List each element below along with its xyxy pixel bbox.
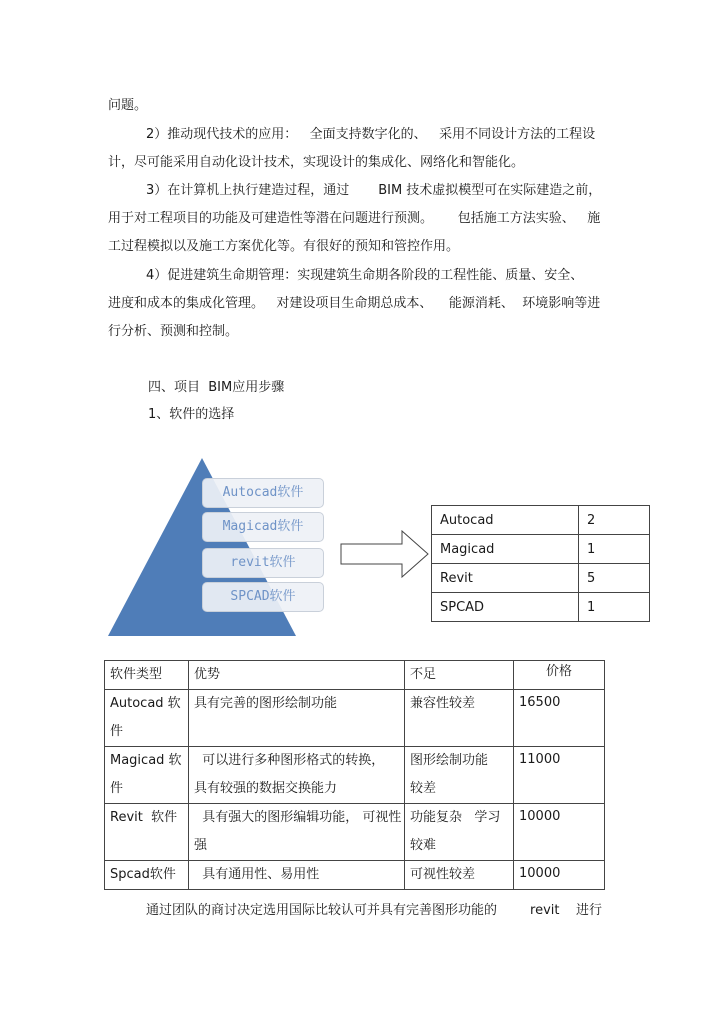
cell-line: 兼容性较差 [410,696,476,711]
table-cell [405,861,514,890]
table-cell: 1 [579,593,650,622]
cell-line: 具有完善的图形绘制功能 [194,696,338,711]
cell-line: Magicad 软 [110,753,182,768]
table-cell: Revit [432,564,579,593]
table-cell [105,861,189,890]
table-cell [189,747,405,804]
paragraph-line: 问题。 [108,98,148,113]
cell-line: 较差 [410,781,437,796]
table-cell [405,690,514,747]
cell-line: 可视性较差 [410,867,476,882]
table-row [432,535,650,564]
table-cell: 5 [579,564,650,593]
table-cell: 10000 [514,861,605,890]
cell-line: 较难 [410,838,437,853]
table-cell: SPCAD [432,593,579,622]
paragraph-line: 4）促进建筑生命期管理：实现建筑生命期各阶段的工程性能、质量、安全、 [146,268,584,283]
subsection-heading: 1、软件的选择 [148,407,235,422]
table-cell: 10000 [514,804,605,861]
cell-line: Spcad软件 [110,867,176,882]
section-heading: 四、项目 BIM应用步骤 [148,380,285,395]
table-cell [189,690,405,747]
pyramid-band: revit软件 [202,548,324,578]
cell-line: 具有通用性、易用性 [194,867,320,882]
paragraph-line: 工过程模拟以及施工方案优化等。有很好的预知和管控作用。 [108,239,460,254]
table-cell [189,861,405,890]
table-row [432,564,650,593]
table-cell [105,690,189,747]
paragraph-line: 用于对工程项目的功能及可建造性等潜在问题进行预测。 包括施工方法实验、 施 [108,211,601,226]
table-header-row [105,661,605,690]
software-comparison-table [104,660,605,890]
table-row [105,861,605,890]
table-header-cell: 软件类型 [105,661,189,690]
table-row [432,593,650,622]
table-header-cell: 不足 [405,661,514,690]
closing-paragraph-line: 通过团队的商讨决定选用国际比较认可并具有完善图形功能的 revit 进行 [146,903,603,918]
table-cell [105,804,189,861]
table-cell: Autocad [432,506,579,535]
software-pyramid-figure [106,458,334,638]
table-cell: 1 [579,535,650,564]
paragraph-line: 2）推动现代技术的应用： 全面支持数字化的、 采用不同设计方法的工程设 [146,127,596,142]
paragraph-line: 进度和成本的集成化管理。 对建设项目生命期总成本、 能源消耗、 环境影响等进 [108,296,601,311]
table-cell [105,747,189,804]
pyramid-band: SPCAD软件 [202,582,324,612]
table-cell [405,747,514,804]
table-row [105,690,605,747]
table-row [105,804,605,861]
table-cell: 16500 [514,690,605,747]
cell-line: 可以进行多种图形格式的转换， [194,753,385,768]
table-cell [405,804,514,861]
table-cell: Magicad [432,535,579,564]
cell-line: Revit 软件 [110,810,178,825]
table-cell: 2 [579,506,650,535]
table-cell [189,804,405,861]
cell-line: 强 [194,838,208,853]
cell-line: 图形绘制功能 [410,753,489,768]
table-cell: 11000 [514,747,605,804]
table-header-cell: 优势 [189,661,405,690]
table-row [432,506,650,535]
cell-line: 件 [110,781,124,796]
paragraph-line: 计，尽可能采用自动化设计技术，实现设计的集成化、网络化和智能化。 [108,155,525,170]
cell-line: 具有强大的图形编辑功能， 可视性 [194,810,402,825]
right-arrow-icon [340,530,430,580]
cell-line: 具有较强的数据交换能力 [194,781,338,796]
pyramid-band: Magicad软件 [202,512,324,542]
paragraph-line: 行分析、预测和控制。 [108,324,239,339]
table-header-cell: 价格 [514,661,605,690]
table-row [105,747,605,804]
pyramid-band: Autocad软件 [202,478,324,508]
paragraph-line: 3）在计算机上执行建造过程，通过 BIM 技术虚拟模型可在实际建造之前， [146,183,602,198]
cell-line: 功能复杂 学习 [410,810,501,825]
cell-line: 件 [110,724,124,739]
cell-line: Autocad 软 [110,696,181,711]
software-count-table [431,505,650,622]
